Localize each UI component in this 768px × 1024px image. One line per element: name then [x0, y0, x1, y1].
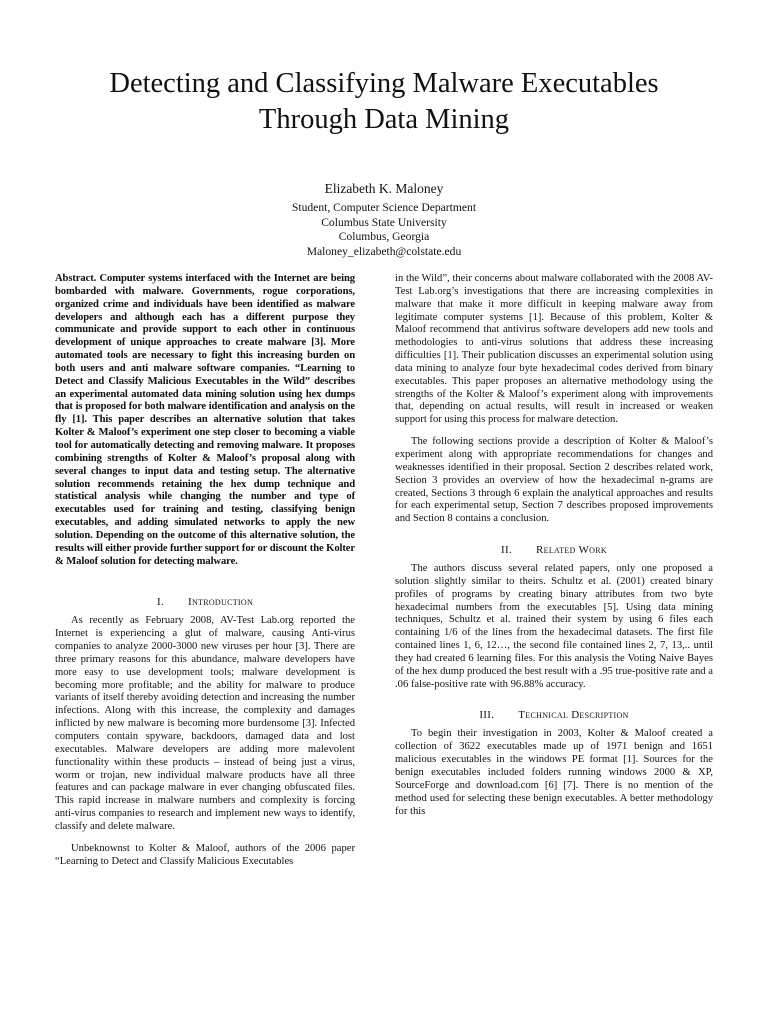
section-number: III. — [479, 709, 495, 722]
affiliation-department: Student, Computer Science Department — [291, 201, 477, 214]
title-line-2: Through Data Mining — [258, 104, 510, 135]
affiliation-email: Maloney_elizabeth@colstate.edu — [306, 244, 462, 258]
affiliation-location: Columbus, Georgia — [338, 230, 430, 244]
abstract-text: Computer systems interfaced with the Internet are being bombarded with malware. Governments, rogue corporations, organized crime and individuals have been identified as malware developers and although each has a different purpose they communicate and provide support to each other in continuous development of unique approaches to create malware [3]. More automated tools are necessary to fight this increasing burden on both users and anti malware software companies. “Learning to Detect and Classify Malicious Executables in the Wild” describes an experimental automated data mining solution using hex dumps that is proposed for both malware identification and analysis on the fly [1]. This paper describes an alternative solution that takes Kolter & Maloof’s experiment one step closer to becoming a viable tool for automatically detecting and removing malware. It proposes combining strengths of Kolter & Maloof’s proposal along with several changes to input data and testing setup. The alternative solution recommends retaining the hex dump technique and statistical analysis while changing the number and type of executables used for training and testing, classifying benign executables, and adding simulated networks to apply the new solution. Depending on the outcome of this alternative solution, the results will either provide further support for or discount the Kolter & Maloof solution for detecting malware. — [55, 273, 355, 567]
intro-paragraph-2-continued: in the Wild”, their concerns about malware collaborated with the 2008 AV-Test Lab.org’s investigations that there are increasing complexities in malware that make it more difficult in keeping malware away from legitimate computer systems [1]. Because of this problem, Kolter & Maloof recommend that antivirus software developers add new tools and methodologies to anti-virus solutions that address these increasing difficulties [1]. Their publication discusses an experimental solution using data mining to analyze four byte hexadecimal codes derived from binary executables. This paper proposes an alternative methodology using the strengths of the Kolter & Maloof’s experiment along with improvements that, depending on actual results, will result in increased or weaken support for using this process for malware detection. — [395, 273, 713, 426]
section-heading-related-work — [395, 544, 713, 557]
title-line-1: Detecting and Classifying Malware Executables — [109, 68, 659, 99]
abstract-label: Abstract. — [55, 273, 97, 284]
author-affiliation — [84, 201, 684, 259]
intro-paragraph-3: The following sections provide a description of Kolter & Maloof’s experiment along with appropriate recommendations for changes and weaknesses identified in their proposal. Section 2 describes related work, Section 3 provides an overview of how the hexadecimal n-grams are created, Sections 3 through 6 explain the analytical approaches and results for each experimental setup, Section 7 describes proposed improvements and Section 8 contains a conclusion. — [395, 436, 713, 525]
right-column — [395, 273, 713, 818]
section-title: Technical Description — [518, 709, 629, 722]
technical-paragraph: To begin their investigation in 2003, Kolter & Maloof created a collection of 3622 executables made up of 1971 benign and 1651 malicious executables in the windows PE format [1]. Sources for the benign executables included folders running windows 2000 & XP, SourceForge and download.com [6] [7]. There is no mention of the method used for selecting these benign executables. A better methodology for this — [395, 728, 713, 817]
section-title: Related Work — [536, 544, 607, 557]
abstract — [55, 273, 355, 568]
intro-paragraph-1: As recently as February 2008, AV-Test Lab.org reported the Internet is experiencing a glut of malware, causing Anti-virus companies to analyze 2000-3000 new viruses per hour [3]. There are three primary reasons for this abundance, malware developers have more easy to use development tools; malware development is becoming more profitable; and the ability for malware to produce variants of itself thereby avoiding detection and increasing the number infections. Along with this increase, the complexity and damages inflicted by new malware is becoming more burdensome [3]. Infected computers contain spyware, backdoors, damaged data and lost executables. Malware developers are adding more malevolent functionality within these products – instead of being just a virus, worm or trojan, new individual malware products have all three features and can package malware in ever changing obfuscated files. This rapid increase in malware numbers and complexity is forcing anti-virus companies to research and implement new ways to identify, classify and delete malware. — [55, 615, 355, 832]
intro-paragraph-2: Unbeknownst to Kolter & Maloof, authors of the 2006 paper “Learning to Detect and Classify Malicious Executables — [55, 842, 355, 867]
affiliation-university: Columbus State University — [321, 215, 447, 229]
related-work-paragraph: The authors discuss several related papers, only one proposed a solution slightly similar to theirs. Schultz et al. (2001) created binary profiles of programs by creating binary attributes from two byte hexadecimal numbers from the executables [5]. Using data mining techniques, Schultz et al. trained their system by using 6 files each containing 1/6 of the lines from the hexadecimal datasets. The first file contained lines 1, 6, 12…, the second file contained lines 2, 7, 13,.. until they had created 6 learning files. For this analysis the Voting Naive Bayes of the hex dump produced the best result with a .95 true-positive rate and a .06 false-positive rate with 96.88% accuracy. — [395, 563, 713, 690]
section-number: II. — [501, 544, 512, 557]
section-title: Introduction — [187, 596, 254, 609]
section-heading-introduction — [55, 596, 355, 609]
left-column — [55, 273, 355, 868]
author-name: Elizabeth K. Maloney — [324, 181, 444, 196]
paper-title — [40, 66, 728, 138]
section-heading-technical-description — [395, 709, 713, 722]
section-number: I. — [156, 596, 164, 609]
